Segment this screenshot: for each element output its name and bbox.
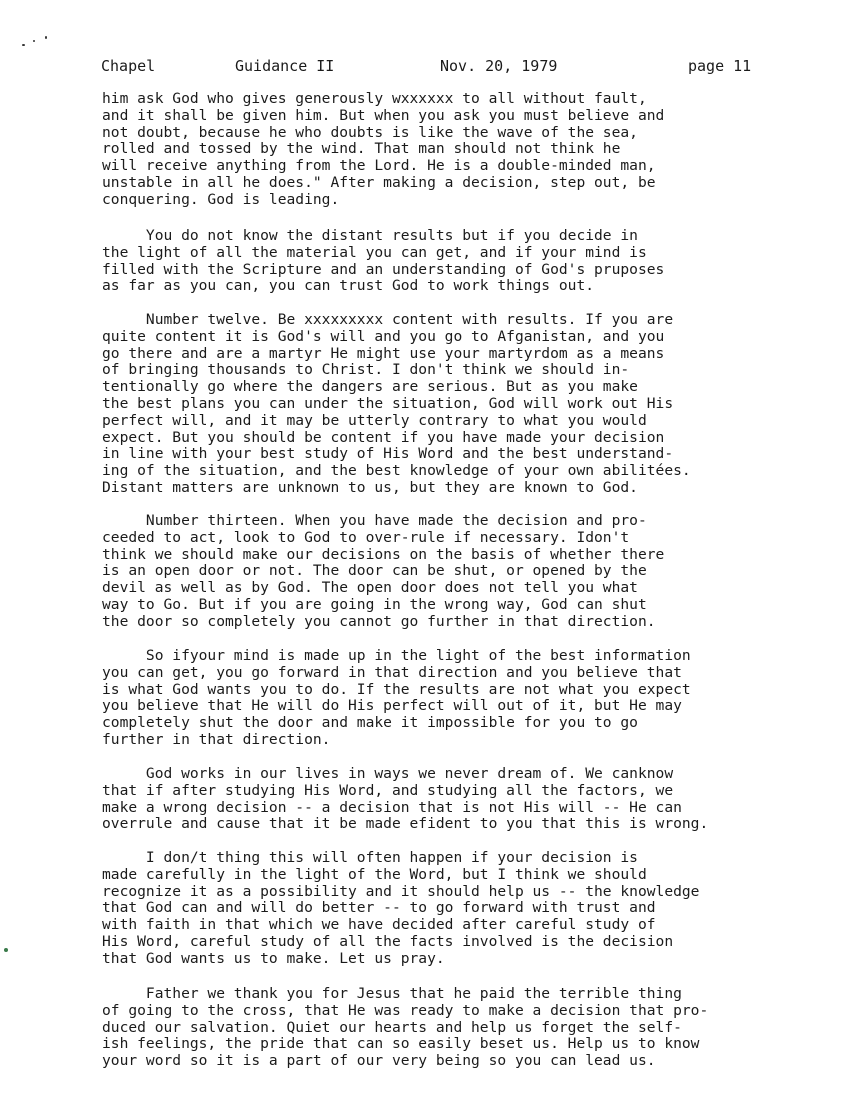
text-line: of bringing thousands to Christ. I don't think we should in- xyxy=(102,361,630,379)
text-line: your word so it is a part of our very being so you can lead us. xyxy=(102,1052,656,1070)
text-line: the light of all the material you can get, and if your mind is xyxy=(102,243,647,261)
paragraph xyxy=(102,228,664,295)
page-header xyxy=(101,57,781,77)
text-line: His Word, careful study of all the facts involved is the decision xyxy=(102,932,674,950)
text-line: God works in our lives in ways we never dream of. We canknow xyxy=(102,765,674,782)
text-line: ing of the situation, and the best knowledge of your own abilitées. xyxy=(102,462,691,480)
text-line: and it shall be given him. But when you ask you must believe and xyxy=(102,106,665,124)
header-series: Guidance II xyxy=(235,57,335,75)
header-page-number: page 11 xyxy=(688,57,752,75)
text-line: that if after studying His Word, and studying all the factors, we xyxy=(102,781,674,799)
text-line: you believe that He will do His perfect will out of it, but He may xyxy=(102,697,682,715)
text-line: him ask God who gives generously wxxxxxx to all without fault, xyxy=(102,90,647,107)
text-line: made carefully in the light of the Word, but I think we should xyxy=(102,865,647,883)
scan-speck xyxy=(22,44,25,46)
scan-speck xyxy=(33,40,35,42)
paragraph xyxy=(102,766,708,833)
text-line: think we should make our decisions on the basis of whether there xyxy=(102,545,665,563)
text-line: Distant matters are unknown to us, but they are known to God. xyxy=(102,478,638,496)
text-line: go there and are a martyr He might use your martyrdom as a means xyxy=(102,344,665,362)
text-line: unstable in all he does." After making a decision, step out, be xyxy=(102,173,656,191)
text-line: Number twelve. Be xxxxxxxxx content with results. If you are xyxy=(102,311,674,328)
text-line: Number thirteen. When you have made the decision and pro- xyxy=(102,512,647,529)
text-line: that God can and will do better -- to go forward with trust and xyxy=(102,899,656,917)
text-line: completely shut the door and make it impossible for you to go xyxy=(102,714,638,732)
text-line: So ifyour mind is made up in the light of the best information xyxy=(102,647,691,664)
text-line: expect. But you should be content if you have made your decision xyxy=(102,428,665,446)
text-line: way to Go. But if you are going in the wrong way, God can shut xyxy=(102,595,647,613)
text-line: make a wrong decision -- a decision that is not His will -- He can xyxy=(102,798,682,816)
text-line: filled with the Scripture and an understanding of God's pruposes xyxy=(102,260,665,278)
paragraph xyxy=(102,986,708,1070)
text-line: further in that direction. xyxy=(102,730,331,748)
text-line: ceeded to act, look to God to over-rule if necessary. Idon't xyxy=(102,528,630,546)
text-line: conquering. God is leading. xyxy=(102,190,340,208)
text-line: not doubt, because he who doubts is like the wave of the sea, xyxy=(102,123,638,141)
text-line: as far as you can, you can trust God to work things out. xyxy=(102,277,595,295)
text-line: that God wants us to make. Let us pray. xyxy=(102,949,445,967)
text-line: duced our salvation. Quiet our hearts and help us forget the self- xyxy=(102,1018,682,1036)
text-line: I don/t thing this will often happen if your decision is xyxy=(102,849,638,866)
text-line: recognize it as a possibility and it should help us -- the knowledge xyxy=(102,882,700,900)
text-line: devil as well as by God. The open door does not tell you what xyxy=(102,579,638,597)
text-line: is an open door or not. The door can be shut, or opened by the xyxy=(102,562,647,580)
text-line: in line with your best study of His Word and the best understand- xyxy=(102,445,674,463)
text-line: You do not know the distant results but if you decide in xyxy=(102,227,638,244)
paragraph xyxy=(102,91,664,209)
text-line: perfect will, and it may be utterly contrary to what you would xyxy=(102,411,647,429)
text-line: rolled and tossed by the wind. That man should not think he xyxy=(102,140,621,158)
paragraph xyxy=(102,312,691,497)
text-line: overrule and cause that it be made efident to you that this is wrong. xyxy=(102,815,709,833)
text-line: tentionally go where the dangers are serious. But as you make xyxy=(102,378,638,396)
paragraph xyxy=(102,850,699,968)
text-line: quite content it is God's will and you go to Afganistan, and you xyxy=(102,327,665,345)
text-line: ish feelings, the pride that can so easily beset us. Help us to know xyxy=(102,1035,700,1053)
scan-speck xyxy=(45,36,47,39)
header-chapel: Chapel xyxy=(101,57,156,75)
paragraph xyxy=(102,648,691,749)
text-line: of going to the cross, that He was ready to make a decision that pro- xyxy=(102,1001,709,1019)
text-line: will receive anything from the Lord. He is a double-minded man, xyxy=(102,157,656,175)
text-line: with faith in that which we have decided after careful study of xyxy=(102,916,656,934)
header-date: Nov. 20, 1979 xyxy=(440,57,558,75)
paragraph xyxy=(102,513,664,631)
text-line: is what God wants you to do. If the results are not what you expect xyxy=(102,680,691,698)
text-line: the door so completely you cannot go further in that direction. xyxy=(102,612,656,630)
scan-speck xyxy=(4,948,8,952)
text-line: Father we thank you for Jesus that he paid the terrible thing xyxy=(102,985,682,1002)
text-line: the best plans you can under the situation, God will work out His xyxy=(102,394,674,412)
text-line: you can get, you go forward in that direction and you believe that xyxy=(102,663,682,681)
